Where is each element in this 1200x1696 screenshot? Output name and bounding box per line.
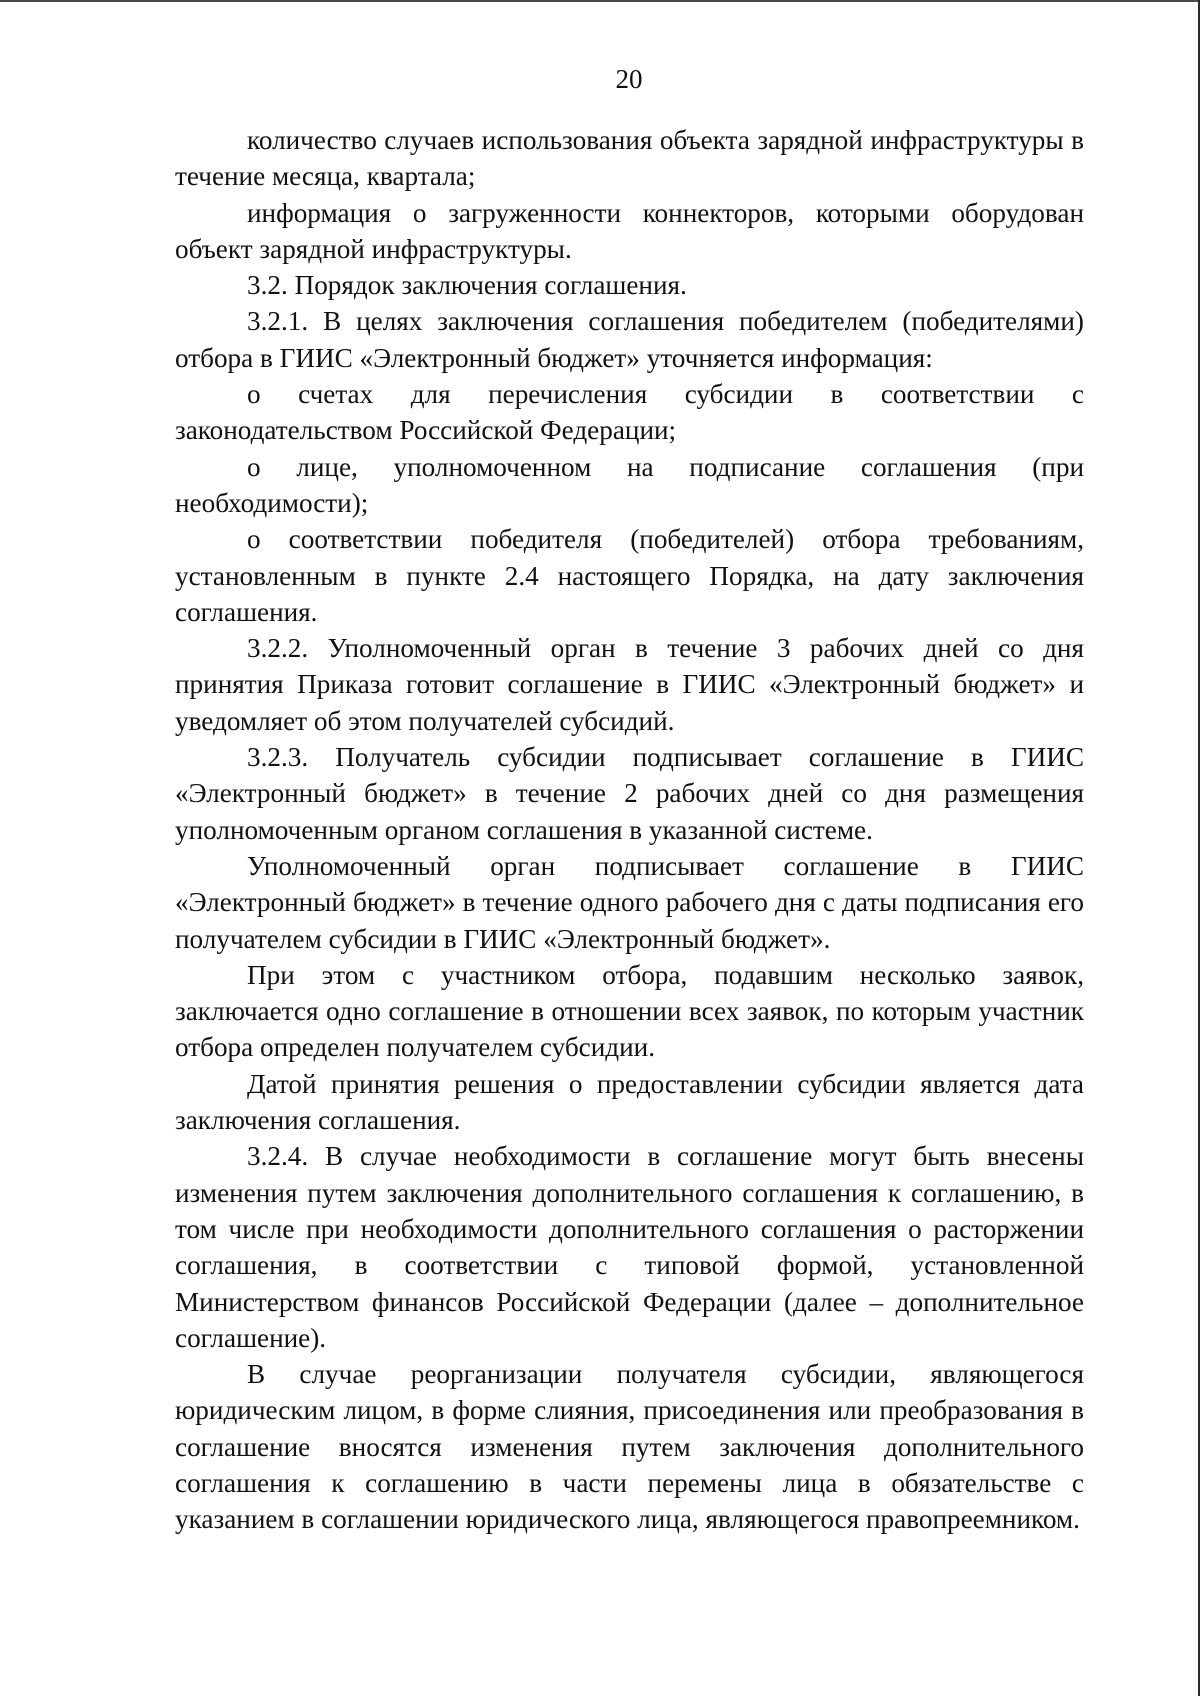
paragraph: Уполномоченный орган подписывает соглашение в ГИИС «Электронный бюджет» в течение одного рабочего дня с даты подписания его получателем субсидии в ГИИС «Электронный бюджет».: [175, 850, 1084, 954]
paragraph: количество случаев использования объекта зарядной инфраструктуры в течение месяца, квартала;: [175, 125, 1084, 192]
paragraph: информация о загруженности коннекторов, которыми оборудован объект зарядной инфраструктуры.: [175, 197, 1084, 264]
paragraph: 3.2.2. Уполномоченный орган в течение 3 рабочих дней со дня принятия Приказа готовит соглашение в ГИИС «Электронный бюджет» и уведомляет об этом получателей субсидий.: [175, 633, 1084, 736]
paragraph: В случае реорганизации получателя субсидии, являющегося юридическим лицом, в форме слияния, присоединения или преобразования в соглашение вносятся изменения путем заключения дополнительного соглашения к соглашению в части перемены лица в обязательстве с указанием в соглашении юридического лица, являющегося правопреемником.: [175, 1359, 1084, 1535]
paragraph: Датой принятия решения о предоставлении субсидии является дата заключения соглашения.: [175, 1068, 1084, 1136]
paragraph: о соответствии победителя (победителей) отбора требованиям, установленным в пункте 2.4 настоящего Порядка, на дату заключения соглашения.: [175, 524, 1084, 627]
paragraph: При этом с участником отбора, подавшим несколько заявок, заключается одно соглашение в отношении всех заявок, по которым участник отбора определен получателем субсидии.: [175, 959, 1084, 1063]
section-heading: 3.2. Порядок заключения соглашения.: [247, 270, 687, 301]
document-body: [175, 122, 1084, 1538]
page-number: 20: [615, 64, 643, 94]
paragraph: 3.2.4. В случае необходимости в соглашение могут быть внесены изменения путем заключения дополнительного соглашения к соглашению, в том числе при необходимости дополнительного соглашения о расторжении соглашения, в соответствии с типовой формой, установленной Министерством финансов Российской Федерации (далее – дополнительное соглашение).: [175, 1141, 1084, 1353]
paragraph: 3.2.3. Получатель субсидии подписывает соглашение в ГИИС «Электронный бюджет» в течение 2 рабочих дней со дня размещения уполномоченным органом соглашения в указанной системе.: [175, 742, 1084, 845]
paragraph: о лице, уполномоченном на подписание соглашения (при необходимости);: [175, 451, 1084, 518]
paragraph: 3.2.1. В целях заключения соглашения победителем (победителями) отбора в ГИИС «Электронный бюджет» уточняется информация:: [175, 306, 1084, 373]
scan-edge-top: [0, 0, 1200, 2]
paragraph: о счетах для перечисления субсидии в соответствии с законодательством Российской Федерации;: [175, 379, 1084, 446]
